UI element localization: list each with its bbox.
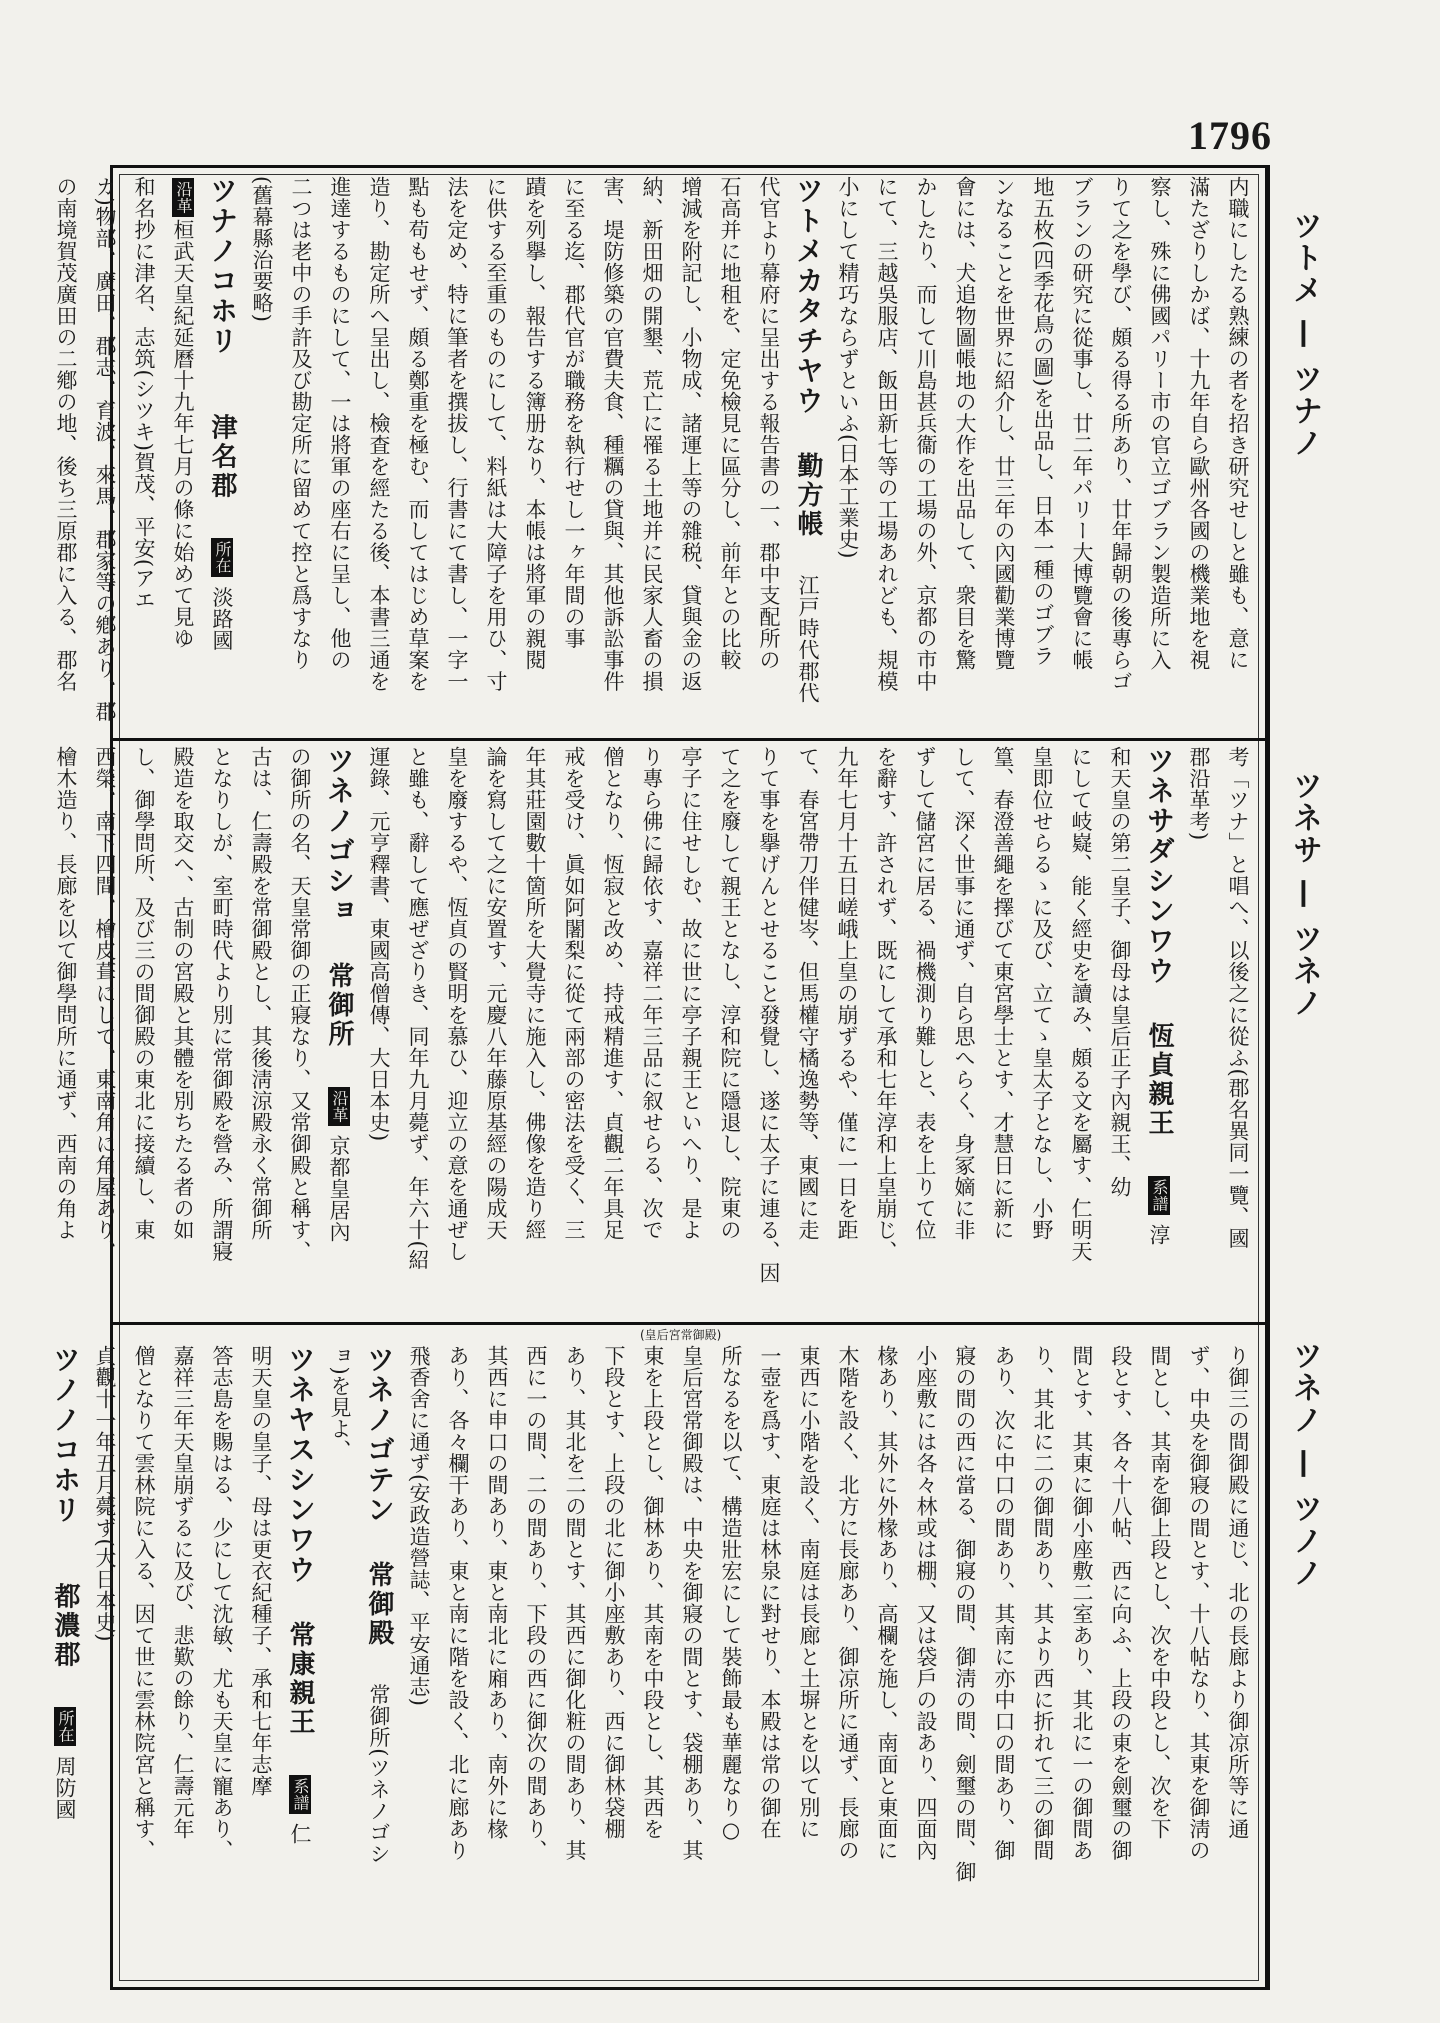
entry-title: 都濃郡 (50, 1582, 80, 1670)
text-column: となりしが、室町時代より別に常御殿を營み、所謂寢 (210, 746, 234, 1262)
genealogy-tag: 系譜 (1148, 1176, 1170, 1215)
text-column: 滿たざりしかば、十九年自ら歐州各國の機業地を視 (1187, 176, 1211, 671)
text-column: 西榮、南下四間、檜皮葺にして、東南角に角屋あり、 (93, 746, 117, 1262)
text-column: 代官より幕府に呈出する報告書の一、郡中支配所の (757, 176, 781, 671)
text-column: 一壺を爲す、東庭は林泉に對せり、本殿は常の御在 (758, 1345, 782, 1840)
entry-lead: 江戸時代郡代 (796, 574, 820, 704)
text-column: ンなることを世界に紹介し、廿三年の內國勸業博覽 (992, 176, 1016, 671)
text-column: 法を定め、特に筆者を撰拔し、行書にて書し、一字一 (445, 176, 469, 692)
page-number: 1796 (1188, 113, 1272, 158)
text-column: 點も苟もせず、頗る鄭重を極む、而してはじめ草案を (406, 176, 430, 692)
text-column: の御所の名、天皇常御の正寢なり、又常御殿と稱す、 (288, 746, 312, 1262)
entry-lead: 京都皇居內 (327, 1134, 351, 1243)
entry-head-tsuneyasushinwau (280, 1345, 320, 1985)
text-column: 東を上段とし、御林あり、其南を中段とし、其西を (641, 1345, 665, 1840)
province-name: 周防國 (53, 1755, 77, 1820)
text-column: 西に一の間、二の間あり、下段の西に御次の間あり、 (524, 1345, 548, 1861)
entry-title: 常御殿 (364, 1560, 394, 1648)
text-column: 石高并に地租を、定免檢見に區分し、前年との比較 (718, 176, 742, 671)
text-column: に至る迄、郡代官が職務を執行せし一ヶ年間の事 (562, 176, 586, 649)
text-column: 皇即位せらるゝに及び、立てゝ皇太子となし、小野 (1030, 746, 1054, 1241)
history-tag: 沿革 (328, 1087, 350, 1126)
text-column: 間とす、其東に御小座敷二室あり、其北に一の御間あ (1070, 1345, 1094, 1861)
text-column: 察し、殊に佛國パリー市の官立ゴブラン製造所に入 (1148, 176, 1172, 671)
section-divider-1 (110, 738, 1268, 741)
text-column: 篁、春澄善繩を擇びて東宮學士とす、才慧日に新に (991, 746, 1015, 1241)
genealogy-tag: 系譜 (289, 1775, 311, 1814)
text-column: 亭子に住せしむ、故に世に亭子親王といへり、是よ (679, 746, 703, 1241)
text-column: あり、其北を二の間とす、其西に御化粧の間あり、其 (563, 1345, 587, 1861)
entry-title: 津名郡 (207, 413, 237, 501)
text-column: 論を寫して之に安置す、元慶八年藤原基經の陽成天 (484, 746, 508, 1241)
margin-rule (1268, 165, 1270, 1990)
text-column: 東西に小階を設く、南庭は長廊と土塀とを以て別に (797, 1345, 821, 1840)
text-column: 進達するものにして、一は將軍の座右に呈し、他の (328, 176, 352, 671)
bottom-section (49, 1345, 1257, 1985)
text-column: 增減を附記し、小物成、諸運上等の雜税、貸與金の返 (679, 176, 703, 692)
text-column: 會には、犬追物圖帳地の大作を出品して、衆目を驚 (953, 176, 977, 671)
province-name: 淡路國 (210, 586, 234, 651)
text-column: 害、堤防修築の官費夫食、種糲の貸與、其他訴訟事件 (601, 176, 625, 692)
margin-header-1: ツトメ — ツナノ (1287, 210, 1322, 459)
entry-title: 常康親王 (285, 1620, 315, 1737)
entry-head-tsunanokohori (202, 176, 242, 731)
text-column: 嘉祥三年天皇崩ずるに及び、悲歎の餘り、仁壽元年 (171, 1345, 195, 1840)
text-column: し、御學問所、及び三の間御殿の東北に接續し、東 (132, 746, 156, 1241)
text-column: 古は、仁壽殿を常御殿とし、其後淸涼殿永く常御所 (249, 746, 273, 1241)
text-column: り專ら佛に歸依す、嘉祥二年三品に叙せらる、次で (640, 746, 664, 1241)
text-column: (舊幕縣治要略) (250, 176, 274, 323)
text-column: にして岐嶷、能く經史を讀み、頗る文を屬す、仁明天 (1069, 746, 1093, 1262)
text-column: を辭す、許されず、既にして承和七年淳和上皇崩じ、 (874, 746, 898, 1262)
text-column: り、其北に二の御間あり、其より西に折れて三の御間 (1031, 1345, 1055, 1861)
text-column: り御三の間御殿に通じ、北の長廊より御凉所等に通 (1226, 1345, 1250, 1840)
entry-headword: ツネサダシンワウ (1143, 746, 1176, 986)
text-column: ョ)を見よ、 (328, 1345, 352, 1462)
margin-header-2: ツネサ — ツネノ (1287, 770, 1322, 1019)
text-column: 納、新田畑の開墾、荒亡に罹る土地并に民家人畜の損 (640, 176, 664, 692)
text-column (163, 176, 202, 731)
text-column: 九年七月十五日嵯峨上皇の崩ずるや、僅に一日を距 (835, 746, 859, 1241)
text-column: 和天皇の第二皇子、御母は皇后正子內親王、幼 (1108, 746, 1132, 1198)
entry-title: 恆貞親王 (1144, 1021, 1174, 1138)
entry-title: 勤方帳 (793, 451, 823, 539)
entry-headword: ツトメカタチヤウ (792, 176, 825, 416)
entry-lead: 淳 (1147, 1223, 1171, 1246)
text-column: あり、次に中口の間あり、其南に亦中口の間あり、御 (992, 1345, 1016, 1861)
entry-head-tsunesadashinwau (1139, 746, 1179, 1316)
text-column: 木階を設く、北方に長廊あり、御凉所に通ず、長廊の (836, 1345, 860, 1861)
entry-title: 常御所 (324, 961, 354, 1049)
text-column: 所なるを以て、構造壯宏にして裝飾最も華麗なり○ (719, 1345, 743, 1843)
text-column: 和名抄に津名、志筑(シツキ)賀茂、平安(アエ (132, 176, 156, 611)
text-column: 小にして精巧ならずといふ(日本工業史) (836, 176, 860, 559)
text-column: 皇后宮常御殿は、中央を御寢の間とす、袋棚あり、其 (680, 1345, 704, 1861)
entry-head-tsunenogoten (359, 1345, 399, 1985)
text-column: と雖も、辭して應ぜざりき、同年九月薨ず、年六十(紹 (406, 746, 430, 1271)
text-column: 僧となりて雲林院に入る、因て世に雲林院宮と稱す、 (132, 1345, 156, 1861)
text-column: かしたり、而して川島甚兵衞の工場の外、京都の市中 (914, 176, 938, 692)
text-column: 造り、勘定所へ呈出し、檢査を經たる後、本書三通を (367, 176, 391, 692)
entry-head-tsunenogosho (319, 746, 359, 1316)
middle-section (54, 746, 1257, 1316)
text-column: 寢の間の西に當る、御寢の間、御淸の間、劍璽の間、御 (953, 1345, 977, 1883)
text-column: 檜木造り、長廊を以て御學問所に通ず、西南の角よ (54, 746, 78, 1241)
text-column: 蹟を列擧し、報告する簿册なり、本帳は將軍の親閱 (523, 176, 547, 671)
text-column: に供する至重のものにして、料紙は大障子を用ひ、寸 (484, 176, 508, 692)
text-column: 飛香舍に通ず(安政造營誌、平安通志) (407, 1345, 431, 1707)
text-column: りて之を學び、頗る得る所あり、廿年歸朝の後專らゴ (1109, 176, 1133, 692)
entry-headword: ツネノゴショ (323, 746, 356, 926)
text-column: て、春宮帶刀伴健岑、但馬權守橘逸勢等、東國に走 (796, 746, 820, 1241)
entry-lead: 仁 (288, 1822, 312, 1845)
text-column: 小座敷には各々林或は棚、又は袋戶の設あり、四面內 (914, 1345, 938, 1861)
entry-head-tsunonokohori (45, 1345, 85, 1985)
text-column: して、深く世事に通ず、自ら思へらく、身冢嫡に非 (952, 746, 976, 1241)
text-column: 二つは老中の手許及び勘定所に留めて控と爲すなり (289, 176, 313, 671)
text-column: 明天皇の皇子、母は更衣紀種子、承和七年志摩 (249, 1345, 273, 1797)
text-column: 運錄、元亨釋書、東國高僧傳、大日本史) (367, 746, 391, 1142)
text-column: 其西に申口の間あり、東と南北に廂あり、南外に椽 (485, 1345, 509, 1840)
text-column: 答志島を賜はる、少にして沈敏、尤も天皇に寵あり、 (210, 1345, 234, 1861)
text-column: て之を廢して親王となし、淳和院に隱退し、院東の (718, 746, 742, 1241)
margin-header-3: ツネノ — ツノノ (1287, 1340, 1322, 1589)
location-tag: 所在 (54, 1707, 76, 1746)
top-section (54, 176, 1257, 731)
text-column: 椽あり、其外に外椽あり、高欄を施し、南面と東面に (875, 1345, 899, 1861)
text-column: カ)物部、廣田、郡志、育波、來馬、郡家等の鄕あり、郡 (93, 176, 117, 723)
text-column: ブランの研究に從事し、廿二年パリー大博覽會に帳 (1070, 176, 1094, 671)
location-tag: 所在 (211, 538, 233, 577)
entry-headword: ツノノコホリ (49, 1345, 82, 1525)
text-column: 郡沿革考) (1187, 746, 1211, 841)
text-column: 内職にしたる熟練の者を招き研究せしと雖も、意に (1226, 176, 1250, 671)
text-column: 僧となり、恆寂と改め、持戒精進す、貞觀二年具足 (601, 746, 625, 1241)
text-column: 地五枚(四季花鳥の圖)を出品し、日本一種のゴブラ (1031, 176, 1055, 667)
column-caption: (皇后宮常御殿) (640, 1328, 722, 1342)
text-column: 戒を受け、眞如阿闍梨に從て兩部の密法を受く、三 (562, 746, 586, 1241)
text-column: ず、中央を御寢の間とす、十八帖なり、其東を御淸の (1187, 1345, 1211, 1861)
section-divider-2 (110, 1322, 1268, 1325)
text-column: あり、各々欄干あり、東と南に階を設く、北に廊あり (446, 1345, 470, 1861)
text-column: 貞觀十一年五月薨ず(大日本史) (93, 1345, 117, 1642)
text-run: 桓武天皇紀延曆十九年七月の條に始めて見ゆ (171, 219, 195, 649)
entry-headword: ツネヤスシンワウ (284, 1345, 317, 1585)
text-column: 段とす、各々十八帖、西に向ふ、上段の東を劍璽の御 (1109, 1345, 1133, 1861)
text-column: 考「ツナ」と唱へ、以後之に從ふ(郡名異同一覽、國 (1226, 746, 1250, 1250)
entry-lead: 常御所(ツネノゴシ (367, 1683, 391, 1865)
entry-head-tsutomekatachiyau (788, 176, 828, 731)
text-column: 間とし、其南を御上段とし、次を中段とし、次を下 (1148, 1345, 1172, 1840)
text-column: 殿造を取交へ、古制の宮殿と其體を別ちたる者の如 (171, 746, 195, 1241)
text-column: 年其莊園數十箇所を大覺寺に施入し、佛像を造り經 (523, 746, 547, 1241)
text-column: にて、三越吳服店、飯田新七等の工場あれども、規模 (875, 176, 899, 692)
entry-headword: ツナノコホリ (206, 176, 239, 356)
text-column: 下段とす、上段の北に御小座敷あり、西に御林袋棚 (602, 1345, 626, 1840)
entry-headword: ツネノゴテン (363, 1345, 396, 1525)
text-column: の南境賀茂廣田の二鄕の地、後ち三原郡に入る、郡名 (54, 176, 78, 692)
history-tag: 沿革 (172, 178, 194, 217)
text-column: ずして儲宮に居る、禍機測り難しと、表を上りて位 (913, 746, 937, 1241)
text-column: りて事を擧げんとせること發覺し、遂に太子に連る、因 (757, 746, 781, 1284)
text-column: 皇を廢するや、恆貞の賢明を慕ひ、迎立の意を通ぜし (445, 746, 469, 1262)
